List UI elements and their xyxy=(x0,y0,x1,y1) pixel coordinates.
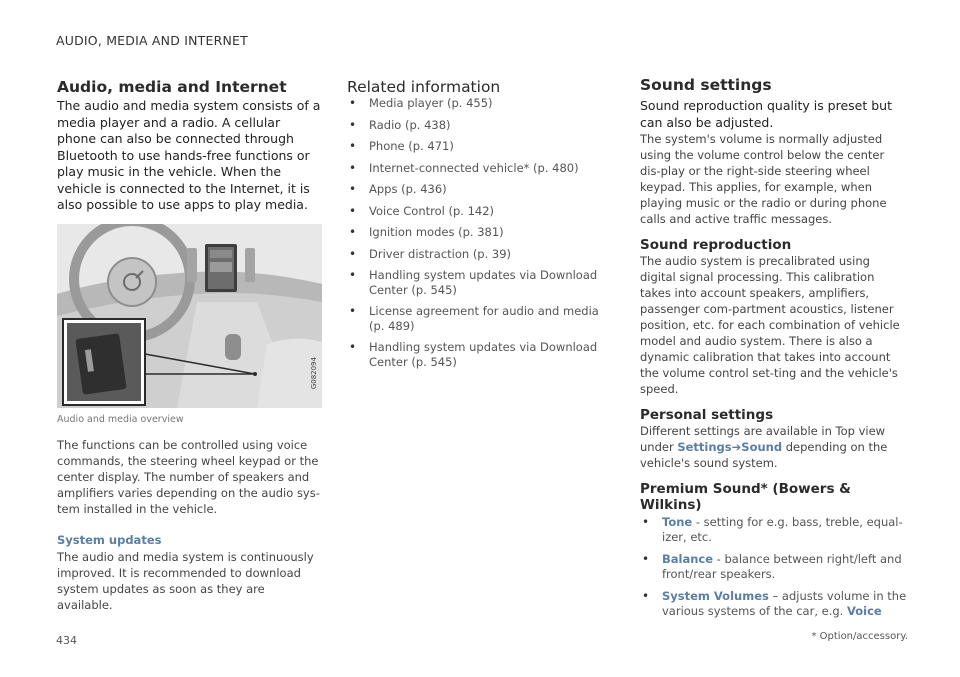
audio-media-overview-image xyxy=(57,224,322,408)
sound-reproduction-heading: Sound reproduction xyxy=(640,237,792,253)
controls-paragraph: The functions can be controlled using voice commands, the steering wheel keypad or the center display. The number of speakers and amplifiers varies depending on the audio sys-tem installed in the vehicle. xyxy=(57,437,320,516)
column-audio-media xyxy=(57,74,322,613)
premium-item-system-volumes xyxy=(640,589,908,618)
related-link[interactable]: • Voice Control (p. 142) xyxy=(347,204,604,219)
related-link[interactable]: • License agreement for audio and media (p. 489) xyxy=(347,304,604,333)
volume-paragraph: The system's volume is normally adjusted using the volume control below the center dis-play or the right-side steering wheel keypad. This applies, for example, when playing music or the radio or during phone calls and active traffic messages. xyxy=(640,132,887,226)
system-volumes-desc: – adjusts volume in the various systems of the car, e.g. xyxy=(662,589,907,618)
related-link[interactable]: • Driver distraction (p. 39) xyxy=(347,247,604,262)
related-list xyxy=(347,96,604,369)
sound-menu-path: Sound xyxy=(741,440,783,454)
personal-text-pre: Different settings are available in Top view under xyxy=(640,424,886,454)
section-title: Audio, media and Internet xyxy=(57,78,287,96)
balance-desc: - balance between right/left and front/rear speakers. xyxy=(662,552,902,581)
premium-item-balance xyxy=(640,552,908,581)
sound-settings-title: Sound settings xyxy=(640,76,772,94)
page-number: 434 xyxy=(56,634,77,647)
related-link[interactable]: • Handling system updates via Download Center (p. 545) xyxy=(347,340,604,369)
sound-reproduction-paragraph: The audio system is precalibrated using digital signal processing. This calibration takes into account speakers, amplifiers, passenger com-partment acoustics, listener position, etc. for each combination of vehicle model and audio system. There is also a dynamic calibration that takes into account the volume control set-ting and the vehicle's speed. xyxy=(640,254,900,396)
personal-text-post: depending on the vehicle's sound system. xyxy=(640,440,888,470)
balance-label: Balance xyxy=(662,552,714,566)
tone-desc: - setting for e.g. bass, treble, equal-izer, etc. xyxy=(662,515,903,544)
related-link[interactable]: • Phone (p. 471) xyxy=(347,139,604,154)
sound-settings-lead: Sound reproduction quality is preset but can also be adjusted. xyxy=(640,98,893,130)
voice-label: Voice xyxy=(847,603,882,618)
column-sound-settings xyxy=(640,74,908,618)
related-link[interactable]: • Handling system updates via Download Center (p. 545) xyxy=(347,268,604,297)
system-updates-heading: System updates xyxy=(57,532,162,547)
column-related-info xyxy=(347,74,604,369)
running-header: AUDIO, MEDIA AND INTERNET xyxy=(56,33,248,48)
option-footnote: * Option/accessory. xyxy=(811,631,908,642)
premium-sound-heading: Premium Sound* (Bowers & Wilkins) xyxy=(640,481,851,513)
arrow-right-icon: ➔ xyxy=(731,440,742,454)
premium-settings-list xyxy=(640,515,908,618)
personal-settings-heading: Personal settings xyxy=(640,407,774,423)
image-code: G082094 xyxy=(310,357,318,390)
related-link[interactable]: • Radio (p. 438) xyxy=(347,118,604,133)
related-link[interactable]: • Ignition modes (p. 381) xyxy=(347,225,604,240)
related-heading: Related information xyxy=(347,78,501,96)
system-volumes-label: System Volumes xyxy=(662,589,769,603)
figure-caption: Audio and media overview xyxy=(57,413,184,425)
system-updates-paragraph: The audio and media system is continuously improved. It is recommended to download system updates as soon as they are available. xyxy=(57,549,314,612)
related-link[interactable]: • Media player (p. 455) xyxy=(347,96,604,111)
related-link[interactable]: • Apps (p. 436) xyxy=(347,182,604,197)
intro-paragraph: The audio and media system consists of a media player and a radio. A cellular phone can also be connected through Bluetooth to use hands-free functions or play music in the vehicle. When the vehicle is connected to the Internet, it is also possible to use apps to play media. xyxy=(57,98,321,212)
settings-menu-path: Settings xyxy=(677,440,732,454)
tone-label: Tone xyxy=(662,515,693,529)
car-interior-illustration xyxy=(57,224,322,408)
related-link[interactable]: • Internet-connected vehicle* (p. 480) xyxy=(347,161,604,176)
premium-item-tone xyxy=(640,515,908,544)
personal-settings-paragraph xyxy=(640,423,908,471)
